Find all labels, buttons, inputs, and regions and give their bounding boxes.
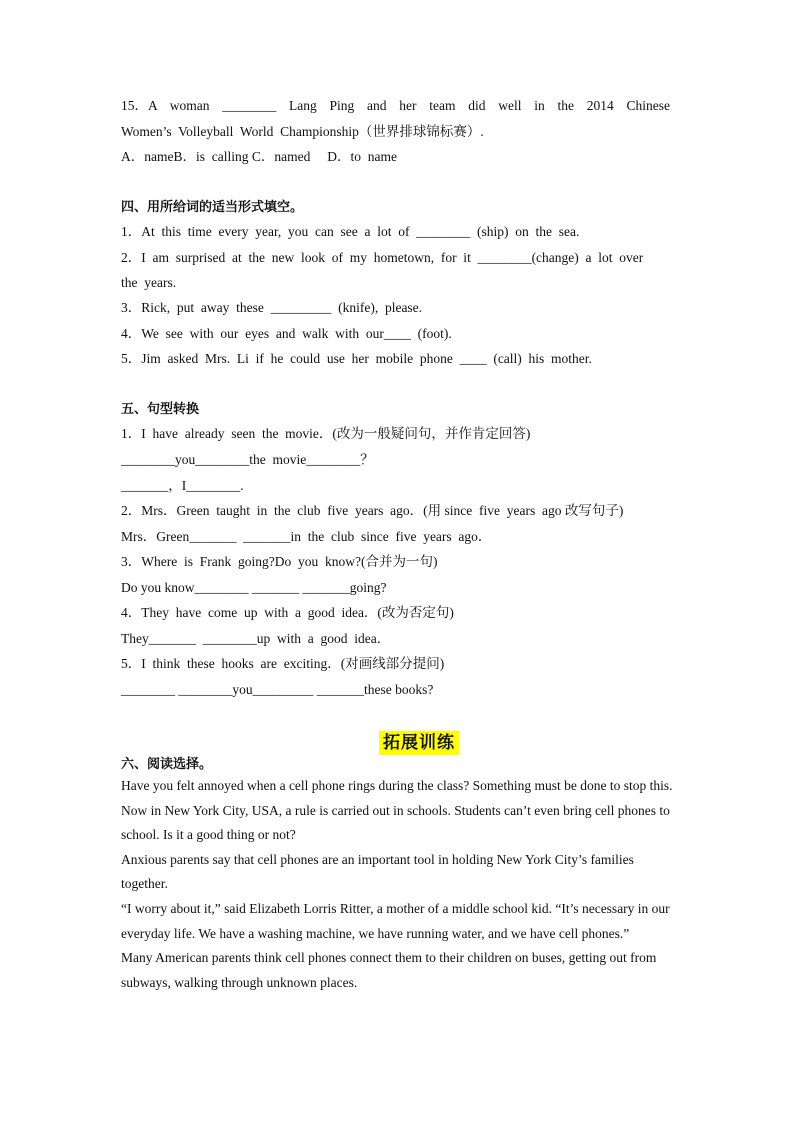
section-4-item: 1．At this time every year, you can see a lot of ________ (ship) on the sea. — [121, 224, 580, 239]
passage-paragraph: Have you felt annoyed when a cell phone rings during the class? Something must be done to stop this. Now in New York City, USA, a rule is carried out in schools. Students can’t even bring cell phones to school. Is it a good thing or not? — [121, 778, 673, 843]
section-5-item: ________ ________you_________ _______these books? — [121, 682, 434, 697]
section-4-item: the years. — [121, 275, 177, 290]
section-4-heading: 四、用所给词的适当形式填空。 — [121, 200, 304, 215]
section-6-heading: 六、阅读选择。 — [121, 757, 213, 772]
section-5-item: Mrs．Green_______ _______in the club since five years ago． — [121, 529, 492, 544]
q15-line-1: 15．A woman ________ Lang Ping and her team did well in the 2014 Chinese — [121, 98, 670, 113]
section-5-item: Do you know________ _______ _______going? — [121, 580, 387, 595]
extension-training-banner: 拓展训练 — [379, 731, 459, 755]
section-5-item: ________you________the movie________？ — [121, 452, 374, 467]
section-5-item: _______，I________. — [121, 478, 244, 493]
section-5-item: 4．They have come up with a good idea．(改为否定句) — [121, 605, 454, 620]
reading-passage — [121, 774, 681, 995]
section-4-item: 2．I am surprised at the new look of my hometown, for it ________(change) a lot over — [121, 250, 644, 265]
q15-options: A．nameB．is calling C．named D．to name — [121, 149, 397, 164]
section-4-item: 4．We see with our eyes and walk with our____ (foot). — [121, 326, 452, 341]
section-5-heading: 五、句型转换 — [121, 402, 200, 417]
section-4-item: 5．Jim asked Mrs. Li if he could use her mobile phone ____ (call) his mother. — [121, 351, 592, 366]
section-5-item: They_______ ________up with a good idea． — [121, 631, 391, 646]
passage-paragraph: “I worry about it,” said Elizabeth Lorris Ritter, a mother of a middle school kid. “It’s necessary in our everyday life. We have a washing machine, we have running water, and we have cell phones.” — [121, 900, 670, 941]
passage-paragraph: Many American parents think cell phones connect them to their children on buses, getting out from subways, walking through unknown places. — [121, 950, 657, 990]
section-5-item: 2．Mrs．Green taught in the club five years ago．(用 since five years ago 改写句子) — [121, 503, 624, 518]
section-4-item: 3．Rick, put away these _________ (knife), please. — [121, 300, 423, 315]
section-5-item: 3．Where is Frank going?Do you know?(合并为一句) — [121, 554, 438, 569]
passage-paragraph: Anxious parents say that cell phones are an important tool in holding New York City’s families together. — [121, 851, 634, 892]
section-5-item: 5．I think these hooks are exciting．(对画线部分提问) — [121, 656, 445, 671]
section-5-item: 1．I have already seen the movie．(改为一般疑问句，并作肯定回答) — [121, 426, 531, 441]
q15-line-2: Women’s Volleyball World Championship（世界排球锦标赛）. — [121, 124, 484, 139]
